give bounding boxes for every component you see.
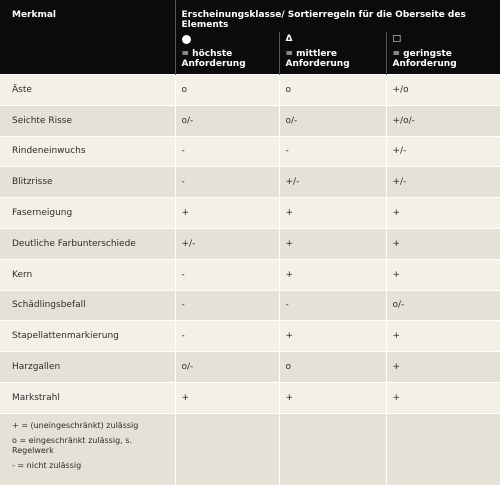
square-icon: □ bbox=[392, 34, 402, 44]
value-cell: o/- bbox=[279, 105, 386, 136]
legend-empty-cell bbox=[175, 413, 279, 485]
legend bbox=[0, 413, 175, 485]
class-lowest-line1: = geringste bbox=[392, 49, 452, 59]
feature-cell: Stapellattenmarkierung bbox=[0, 321, 175, 352]
value-cell: +/- bbox=[175, 228, 279, 259]
legend-empty-cell bbox=[386, 413, 500, 485]
value-cell: - bbox=[175, 259, 279, 290]
value-cell: +/o/- bbox=[386, 105, 500, 136]
class-medium-line2: Anforderung bbox=[285, 59, 350, 69]
header-class-title: Erscheinungsklasse/ Sortierregeln für die Oberseite des Elements bbox=[175, 0, 500, 32]
feature-cell: Seichte Risse bbox=[0, 105, 175, 136]
table-row bbox=[0, 228, 500, 259]
value-cell: - bbox=[279, 290, 386, 321]
header-class-medium bbox=[279, 32, 386, 75]
value-cell: o/- bbox=[175, 352, 279, 383]
class-lowest-line2: Anforderung bbox=[392, 59, 457, 69]
value-cell: + bbox=[279, 259, 386, 290]
value-cell: + bbox=[386, 321, 500, 352]
legend-not-allowed: - = nicht zulässig bbox=[12, 460, 82, 470]
feature-cell: Faserneigung bbox=[0, 198, 175, 229]
value-cell: + bbox=[175, 382, 279, 413]
value-cell: o bbox=[279, 352, 386, 383]
value-cell: + bbox=[279, 321, 386, 352]
table-row bbox=[0, 290, 500, 321]
value-cell: o bbox=[279, 75, 386, 106]
table-body bbox=[0, 75, 500, 414]
table-row bbox=[0, 167, 500, 198]
value-cell: + bbox=[386, 259, 500, 290]
legend-restricted: o = eingeschränkt zulässig, s. Regelwerk bbox=[12, 435, 132, 455]
value-cell: +/- bbox=[279, 167, 386, 198]
value-cell: o/- bbox=[175, 105, 279, 136]
value-cell: +/- bbox=[386, 167, 500, 198]
feature-cell: Harzgallen bbox=[0, 352, 175, 383]
value-cell: + bbox=[175, 198, 279, 229]
feature-cell: Markstrahl bbox=[0, 382, 175, 413]
table-row bbox=[0, 382, 500, 413]
legend-allowed: + = (uneingeschränkt) zulässig bbox=[12, 420, 139, 430]
value-cell: - bbox=[279, 136, 386, 167]
value-cell: + bbox=[386, 352, 500, 383]
table-row bbox=[0, 259, 500, 290]
feature-cell: Blitzrisse bbox=[0, 167, 175, 198]
value-cell: + bbox=[386, 228, 500, 259]
table-row bbox=[0, 321, 500, 352]
class-highest-line1: = höchste bbox=[181, 49, 233, 59]
header-class-highest bbox=[175, 32, 279, 75]
table-header bbox=[0, 0, 500, 75]
value-cell: + bbox=[279, 198, 386, 229]
table-row bbox=[0, 136, 500, 167]
feature-cell: Kern bbox=[0, 259, 175, 290]
value-cell: + bbox=[386, 382, 500, 413]
value-cell: +/- bbox=[386, 136, 500, 167]
feature-cell: Deutliche Farbunterschiede bbox=[0, 228, 175, 259]
value-cell: - bbox=[175, 290, 279, 321]
value-cell: + bbox=[279, 382, 386, 413]
value-cell: - bbox=[175, 321, 279, 352]
legend-row bbox=[0, 413, 500, 485]
value-cell: +/o bbox=[386, 75, 500, 106]
table-row bbox=[0, 352, 500, 383]
table-row bbox=[0, 75, 500, 106]
feature-cell: Äste bbox=[0, 75, 175, 106]
feature-cell: Schädlingsbefall bbox=[0, 290, 175, 321]
value-cell: - bbox=[175, 167, 279, 198]
header-class-lowest bbox=[386, 32, 500, 75]
value-cell: o/- bbox=[386, 290, 500, 321]
header-feature-spacer bbox=[0, 32, 175, 75]
legend-empty-cell bbox=[279, 413, 386, 485]
triangle-icon: Δ bbox=[285, 34, 293, 44]
filled-circle-icon bbox=[182, 34, 273, 46]
value-cell: + bbox=[386, 198, 500, 229]
feature-cell: Rindeneinwuchs bbox=[0, 136, 175, 167]
header-feature: Merkmal bbox=[0, 0, 175, 32]
table-row bbox=[0, 105, 500, 136]
class-highest-line2: Anforderung bbox=[181, 59, 246, 69]
value-cell: - bbox=[175, 136, 279, 167]
table-row bbox=[0, 198, 500, 229]
value-cell: + bbox=[279, 228, 386, 259]
value-cell: o bbox=[175, 75, 279, 106]
class-medium-line1: = mittlere bbox=[285, 49, 337, 59]
